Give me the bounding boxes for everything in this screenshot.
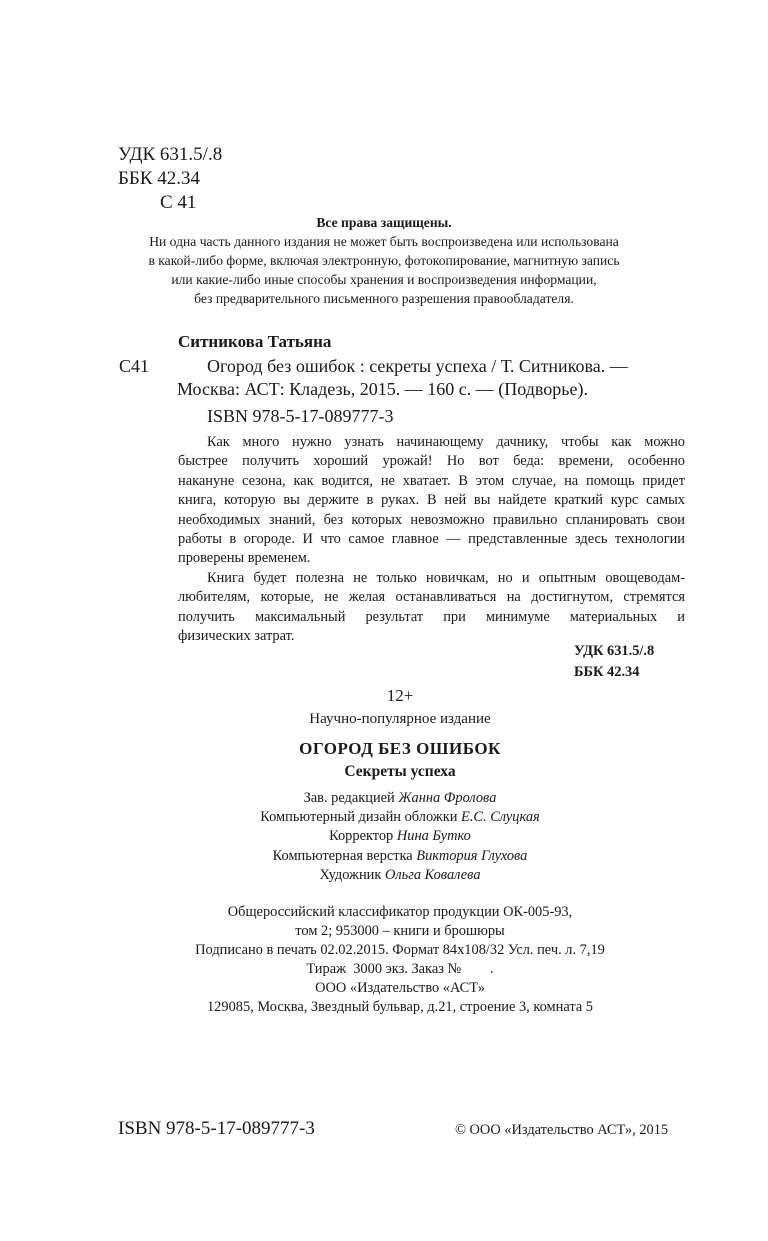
- credit-role: Художник: [319, 866, 382, 883]
- udk-code: УДК 631.5/.8: [118, 144, 223, 165]
- rights-line: Ни одна часть данного издания не может быть воспроизведена или использована: [149, 234, 619, 249]
- credit-line: [80, 866, 720, 885]
- annotation-line: физических затрат.: [178, 627, 295, 644]
- isbn-record: ISBN 978-5-17-089777-3: [207, 406, 394, 426]
- annotation-line: книга, которую вы держите в руках. В ней вы найдете краткий курс самых: [178, 492, 685, 509]
- rights-line: в какой-либо форме, включая электронную, фотокопирование, магнитную запись: [148, 253, 620, 268]
- credit-role: Корректор: [329, 828, 394, 845]
- credit-name: Жанна Фролова: [398, 790, 497, 806]
- annotation-line: Книга будет полезна не только новичкам, но и опытным овощеводам-: [207, 569, 685, 586]
- rights-line: или какие-либо иные способы хранения и воспроизведения информации,: [171, 272, 597, 287]
- credit-line: [80, 847, 720, 866]
- imprint-line: ООО «Издательство «АСТ»: [315, 980, 485, 996]
- classification-block: [118, 143, 222, 215]
- udk-code-right: УДК 631.5/.8: [574, 643, 655, 659]
- annotation-line: необходимых знаний, без которых невозможно правильно спланировать свои: [178, 511, 685, 528]
- imprint-line: Подписано в печать 02.02.2015. Формат 84x108/32 Усл. печ. л. 7,19: [195, 942, 605, 958]
- classification-right: [574, 641, 654, 683]
- credit-name: Виктория Глухова: [416, 847, 528, 864]
- imprint-line: Общероссийский классификатор продукции ОК-005-93,: [227, 904, 573, 920]
- copyright-notice: © ООО «Издательство АСТ», 2015: [455, 1122, 669, 1138]
- bibliographic-record: [177, 355, 628, 401]
- credit-name: Е.С. Слуцкая: [461, 809, 540, 826]
- isbn-footer: ISBN 978-5-17-089777-3: [118, 1118, 315, 1139]
- biblio-line-1: Огород без ошибок : секреты успеха / Т. Ситникова. —: [207, 356, 628, 376]
- credit-role: Зав. редакцией: [303, 790, 395, 806]
- rights-heading: Все права защищены.: [316, 215, 452, 230]
- credit-line: [80, 827, 720, 846]
- credit-name: Ольга Ковалева: [384, 866, 481, 883]
- book-subtitle: Секреты успеха: [344, 763, 456, 780]
- annotation: [178, 433, 685, 646]
- author-name: Ситникова Татьяна: [178, 332, 332, 351]
- credit-role: Компьютерный дизайн обложки: [260, 809, 458, 826]
- annotation-line: быстрее получить хороший урожай! Но вот беда: времени, особенно: [178, 453, 685, 470]
- credit-line: [80, 808, 720, 827]
- author-mark: С 41: [160, 192, 197, 213]
- rights-notice: [80, 213, 688, 308]
- rights-line: без предварительного письменного разрешения правообладателя.: [194, 291, 574, 306]
- credit-line: [80, 789, 720, 808]
- age-rating: 12+: [386, 686, 414, 705]
- annotation-line: Как много нужно узнать начинающему дачнику, чтобы как можно: [207, 434, 685, 450]
- imprint-line: 129085, Москва, Звездный бульвар, д.21, строение 3, комната 5: [206, 999, 594, 1015]
- imprint-line: том 2; 953000 – книги и брошюры: [295, 923, 505, 939]
- annotation-line: получить максимальный результат при минимуме материальных и: [178, 608, 685, 625]
- imprint-line: Тираж 3000 экз. Заказ № .: [306, 961, 494, 977]
- bbk-code: ББК 42.34: [118, 168, 200, 189]
- edition-genre: Научно-популярное издание: [309, 711, 491, 727]
- catalog-code: С41: [119, 356, 150, 376]
- annotation-line: работы в огороде. И что самое главное — представленные здесь технологии: [178, 530, 685, 547]
- imprint-details: [80, 903, 720, 1017]
- credits-list: [80, 789, 720, 885]
- book-title: ОГОРОД БЕЗ ОШИБОК: [299, 739, 501, 758]
- credit-role: Компьютерная верстка: [272, 847, 413, 864]
- biblio-line-2: Москва: АСТ: Кладезь, 2015. — 160 с. — (Подворье).: [177, 379, 588, 399]
- bbk-code-right: ББК 42.34: [574, 664, 640, 680]
- annotation-line: накануне сезона, как водится, не хватает. В этом случае, на помощь придет: [178, 472, 685, 489]
- annotation-line: любителям, которые, не желая останавливаться на достигнутом, стремятся: [178, 589, 685, 606]
- annotation-line: проверены временем.: [178, 550, 311, 567]
- credit-name: Нина Бутко: [396, 828, 471, 845]
